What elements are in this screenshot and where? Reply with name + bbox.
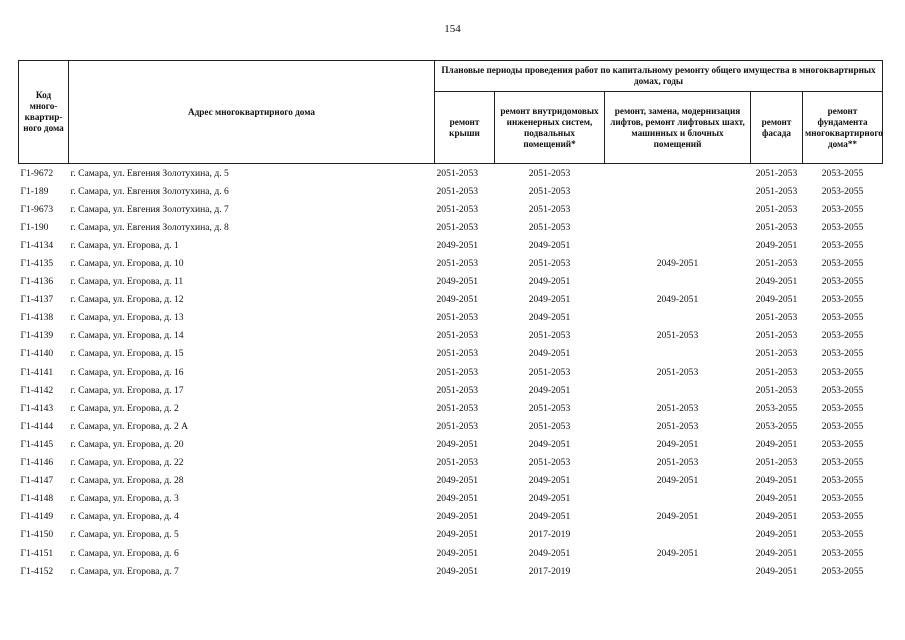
cell-elevators: 2051-2053 (656, 402, 699, 414)
cell-foundation: 2053-2055 (821, 167, 864, 179)
cell-facade: 2049-2051 (755, 276, 798, 288)
cell-facade: 2051-2053 (755, 221, 798, 233)
cell-code: Г1-4141 (20, 366, 54, 378)
cell-code: Г1-4146 (20, 457, 54, 469)
cell-code: Г1-4149 (20, 511, 54, 523)
table-row (19, 508, 883, 526)
cell-facade: 2053-2055 (755, 420, 798, 432)
cell-code: Г1-4145 (20, 438, 54, 450)
cell-facade: 2051-2053 (755, 330, 798, 342)
cell-foundation: 2053-2055 (821, 475, 864, 487)
cell-foundation: 2053-2055 (821, 511, 864, 523)
cell-engineering: 2051-2053 (528, 457, 571, 469)
cell-address: г. Самара, ул. Егорова, д. 15 (70, 348, 184, 360)
cell-address: г. Самара, ул. Егорова, д. 28 (70, 475, 184, 487)
header-engineering: ремонт внутридомовых инженерных систем, подвальных помещений* (495, 92, 605, 164)
cell-elevators: 2049-2051 (656, 438, 699, 450)
cell-engineering: 2049-2051 (528, 348, 571, 360)
cell-engineering: 2051-2053 (528, 366, 571, 378)
cell-roof: 2049-2051 (436, 511, 479, 523)
header-facade: ремонт фасада (751, 92, 803, 164)
cell-engineering: 2049-2051 (528, 493, 571, 505)
cell-elevators: 2051-2053 (656, 457, 699, 469)
cell-elevators: 2049-2051 (656, 294, 699, 306)
cell-roof: 2049-2051 (436, 493, 479, 505)
cell-roof: 2051-2053 (436, 221, 479, 233)
cell-facade: 2051-2053 (755, 185, 798, 197)
cell-roof: 2051-2053 (436, 258, 479, 270)
table-row (19, 273, 883, 291)
cell-code: Г1-4151 (20, 547, 54, 559)
cell-foundation: 2053-2055 (821, 348, 864, 360)
cell-foundation: 2053-2055 (821, 276, 864, 288)
cell-roof: 2051-2053 (436, 457, 479, 469)
cell-code: Г1-4135 (20, 258, 54, 270)
cell-address: г. Самара, ул. Егорова, д. 3 (70, 493, 179, 505)
cell-foundation: 2053-2055 (821, 366, 864, 378)
cell-facade: 2051-2053 (755, 366, 798, 378)
cell-code: Г1-9672 (20, 167, 54, 179)
table-row (19, 182, 883, 200)
cell-elevators (605, 200, 751, 218)
cell-foundation: 2053-2055 (821, 457, 864, 469)
cell-code: Г1-4143 (20, 402, 54, 414)
cell-foundation: 2053-2055 (821, 239, 864, 251)
cell-address: г. Самара, ул. Егорова, д. 2 А (70, 420, 189, 432)
cell-elevators (605, 490, 751, 508)
cell-elevators: 2051-2053 (656, 366, 699, 378)
cell-facade: 2049-2051 (755, 529, 798, 541)
cell-elevators (605, 309, 751, 327)
cell-facade: 2051-2053 (755, 348, 798, 360)
cell-code: Г1-4147 (20, 475, 54, 487)
table-row (19, 417, 883, 435)
cell-address: г. Самара, ул. Егорова, д. 1 (70, 239, 179, 251)
cell-facade: 2051-2053 (755, 203, 798, 215)
cell-facade: 2049-2051 (755, 239, 798, 251)
cell-address: г. Самара, ул. Егорова, д. 10 (70, 258, 184, 270)
cell-roof: 2051-2053 (436, 366, 479, 378)
table-row (19, 454, 883, 472)
cell-code: Г1-4139 (20, 330, 54, 342)
cell-roof: 2049-2051 (436, 565, 479, 577)
cell-facade: 2051-2053 (755, 384, 798, 396)
cell-code: Г1-4152 (20, 565, 54, 577)
cell-roof: 2051-2053 (436, 402, 479, 414)
cell-elevators (605, 164, 751, 183)
cell-engineering: 2051-2053 (528, 167, 571, 179)
cell-engineering: 2051-2053 (528, 185, 571, 197)
cell-address: г. Самара, ул. Егорова, д. 2 (70, 402, 179, 414)
cell-engineering: 2051-2053 (528, 221, 571, 233)
cell-engineering: 2049-2051 (528, 511, 571, 523)
cell-facade: 2049-2051 (755, 438, 798, 450)
cell-elevators (605, 182, 751, 200)
cell-elevators (605, 381, 751, 399)
cell-facade: 2053-2055 (755, 402, 798, 414)
cell-foundation: 2053-2055 (821, 258, 864, 270)
cell-engineering: 2051-2053 (528, 330, 571, 342)
cell-code: Г1-4137 (20, 294, 54, 306)
cell-elevators: 2051-2053 (656, 420, 699, 432)
table-row (19, 435, 883, 453)
cell-facade: 2049-2051 (755, 547, 798, 559)
cell-roof: 2051-2053 (436, 185, 479, 197)
cell-foundation: 2053-2055 (821, 438, 864, 450)
cell-elevators (605, 218, 751, 236)
cell-elevators: 2049-2051 (656, 475, 699, 487)
cell-foundation: 2053-2055 (821, 565, 864, 577)
header-foundation: ремонт фундамента многоквартирного дома** (803, 92, 883, 164)
cell-address: г. Самара, ул. Егорова, д. 12 (70, 294, 184, 306)
table-row (19, 526, 883, 544)
cell-foundation: 2053-2055 (821, 203, 864, 215)
cell-facade: 2049-2051 (755, 475, 798, 487)
table-row (19, 399, 883, 417)
cell-code: Г1-4140 (20, 348, 54, 360)
cell-facade: 2049-2051 (755, 565, 798, 577)
cell-code: Г1-4138 (20, 312, 54, 324)
cell-foundation: 2053-2055 (821, 384, 864, 396)
table-row (19, 490, 883, 508)
cell-address: г. Самара, ул. Егорова, д. 7 (70, 565, 179, 577)
cell-facade: 2049-2051 (755, 294, 798, 306)
cell-engineering: 2049-2051 (528, 239, 571, 251)
cell-engineering: 2017-2019 (528, 565, 571, 577)
header-address: Адрес многоквартирного дома (69, 61, 435, 164)
cell-engineering: 2051-2053 (528, 203, 571, 215)
cell-roof: 2051-2053 (436, 167, 479, 179)
cell-elevators: 2049-2051 (656, 547, 699, 559)
cell-code: Г1-4136 (20, 276, 54, 288)
cell-elevators (605, 562, 751, 580)
table-row (19, 327, 883, 345)
cell-roof: 2051-2053 (436, 420, 479, 432)
cell-engineering: 2049-2051 (528, 475, 571, 487)
header-planned-periods: Плановые периоды проведения работ по капитальному ремонту общего имущества в многоквартирных домах, годы (435, 61, 883, 92)
cell-address: г. Самара, ул. Евгения Золотухина, д. 6 (70, 185, 229, 197)
cell-address: г. Самара, ул. Егорова, д. 11 (70, 276, 184, 288)
cell-roof: 2051-2053 (436, 348, 479, 360)
cell-roof: 2051-2053 (436, 384, 479, 396)
table-row (19, 472, 883, 490)
cell-elevators (605, 526, 751, 544)
page-number: 154 (444, 23, 461, 35)
cell-address: г. Самара, ул. Егорова, д. 13 (70, 312, 184, 324)
table-row (19, 164, 883, 183)
cell-facade: 2051-2053 (755, 312, 798, 324)
cell-elevators (605, 345, 751, 363)
cell-code: Г1-9673 (20, 203, 54, 215)
cell-engineering: 2049-2051 (528, 438, 571, 450)
cell-roof: 2049-2051 (436, 276, 479, 288)
table-row (19, 363, 883, 381)
cell-facade: 2049-2051 (755, 511, 798, 523)
cell-foundation: 2053-2055 (821, 330, 864, 342)
cell-roof: 2049-2051 (436, 438, 479, 450)
cell-foundation: 2053-2055 (821, 529, 864, 541)
cell-address: г. Самара, ул. Егорова, д. 22 (70, 457, 184, 469)
cell-code: Г1-190 (20, 221, 49, 233)
cell-engineering: 2051-2053 (528, 402, 571, 414)
cell-engineering: 2051-2053 (528, 258, 571, 270)
cell-facade: 2049-2051 (755, 493, 798, 505)
cell-roof: 2049-2051 (436, 475, 479, 487)
table-row (19, 218, 883, 236)
cell-address: г. Самара, ул. Егорова, д. 5 (70, 529, 179, 541)
cell-roof: 2049-2051 (436, 529, 479, 541)
cell-roof: 2049-2051 (436, 294, 479, 306)
capital-repair-table (18, 60, 883, 580)
cell-foundation: 2053-2055 (821, 547, 864, 559)
cell-address: г. Самара, ул. Егорова, д. 4 (70, 511, 179, 523)
header-elevators: ремонт, замена, модернизация лифтов, ремонт лифтовых шахт, машинных и блочных помещений (605, 92, 751, 164)
cell-address: г. Самара, ул. Егорова, д. 6 (70, 547, 179, 559)
cell-foundation: 2053-2055 (821, 493, 864, 505)
table-row (19, 200, 883, 218)
cell-engineering: 2049-2051 (528, 276, 571, 288)
header-roof: ремонт крыши (435, 92, 495, 164)
cell-foundation: 2053-2055 (821, 312, 864, 324)
cell-code: Г1-4144 (20, 420, 54, 432)
cell-roof: 2049-2051 (436, 239, 479, 251)
cell-engineering: 2049-2051 (528, 384, 571, 396)
cell-engineering: 2051-2053 (528, 420, 571, 432)
table-row (19, 345, 883, 363)
cell-roof: 2051-2053 (436, 203, 479, 215)
table-header (19, 61, 883, 164)
table-row (19, 254, 883, 272)
cell-foundation: 2053-2055 (821, 185, 864, 197)
cell-elevators (605, 236, 751, 254)
cell-address: г. Самара, ул. Евгения Золотухина, д. 7 (70, 203, 229, 215)
cell-code: Г1-4150 (20, 529, 54, 541)
table-row (19, 291, 883, 309)
table-row (19, 544, 883, 562)
cell-foundation: 2053-2055 (821, 420, 864, 432)
cell-elevators: 2049-2051 (656, 258, 699, 270)
cell-address: г. Самара, ул. Егорова, д. 14 (70, 330, 184, 342)
cell-engineering: 2049-2051 (528, 547, 571, 559)
table-body (19, 164, 883, 581)
cell-code: Г1-189 (20, 185, 49, 197)
cell-engineering: 2017-2019 (528, 529, 571, 541)
cell-address: г. Самара, ул. Евгения Золотухина, д. 5 (70, 167, 229, 179)
header-code: Код много-квартир-ного дома (19, 61, 69, 164)
cell-roof: 2049-2051 (436, 547, 479, 559)
table-row (19, 309, 883, 327)
cell-foundation: 2053-2055 (821, 294, 864, 306)
cell-facade: 2051-2053 (755, 258, 798, 270)
cell-engineering: 2049-2051 (528, 294, 571, 306)
cell-foundation: 2053-2055 (821, 221, 864, 233)
table-row (19, 236, 883, 254)
cell-roof: 2051-2053 (436, 330, 479, 342)
cell-address: г. Самара, ул. Егорова, д. 17 (70, 384, 184, 396)
cell-elevators (605, 273, 751, 291)
cell-facade: 2051-2053 (755, 457, 798, 469)
cell-engineering: 2049-2051 (528, 312, 571, 324)
cell-code: Г1-4134 (20, 239, 54, 251)
cell-address: г. Самара, ул. Егорова, д. 16 (70, 366, 184, 378)
table-row (19, 381, 883, 399)
cell-roof: 2051-2053 (436, 312, 479, 324)
table-row (19, 562, 883, 580)
cell-foundation: 2053-2055 (821, 402, 864, 414)
cell-elevators: 2049-2051 (656, 511, 699, 523)
cell-elevators: 2051-2053 (656, 330, 699, 342)
cell-address: г. Самара, ул. Евгения Золотухина, д. 8 (70, 221, 229, 233)
cell-facade: 2051-2053 (755, 167, 798, 179)
cell-code: Г1-4148 (20, 493, 54, 505)
cell-address: г. Самара, ул. Егорова, д. 20 (70, 438, 184, 450)
cell-code: Г1-4142 (20, 384, 54, 396)
